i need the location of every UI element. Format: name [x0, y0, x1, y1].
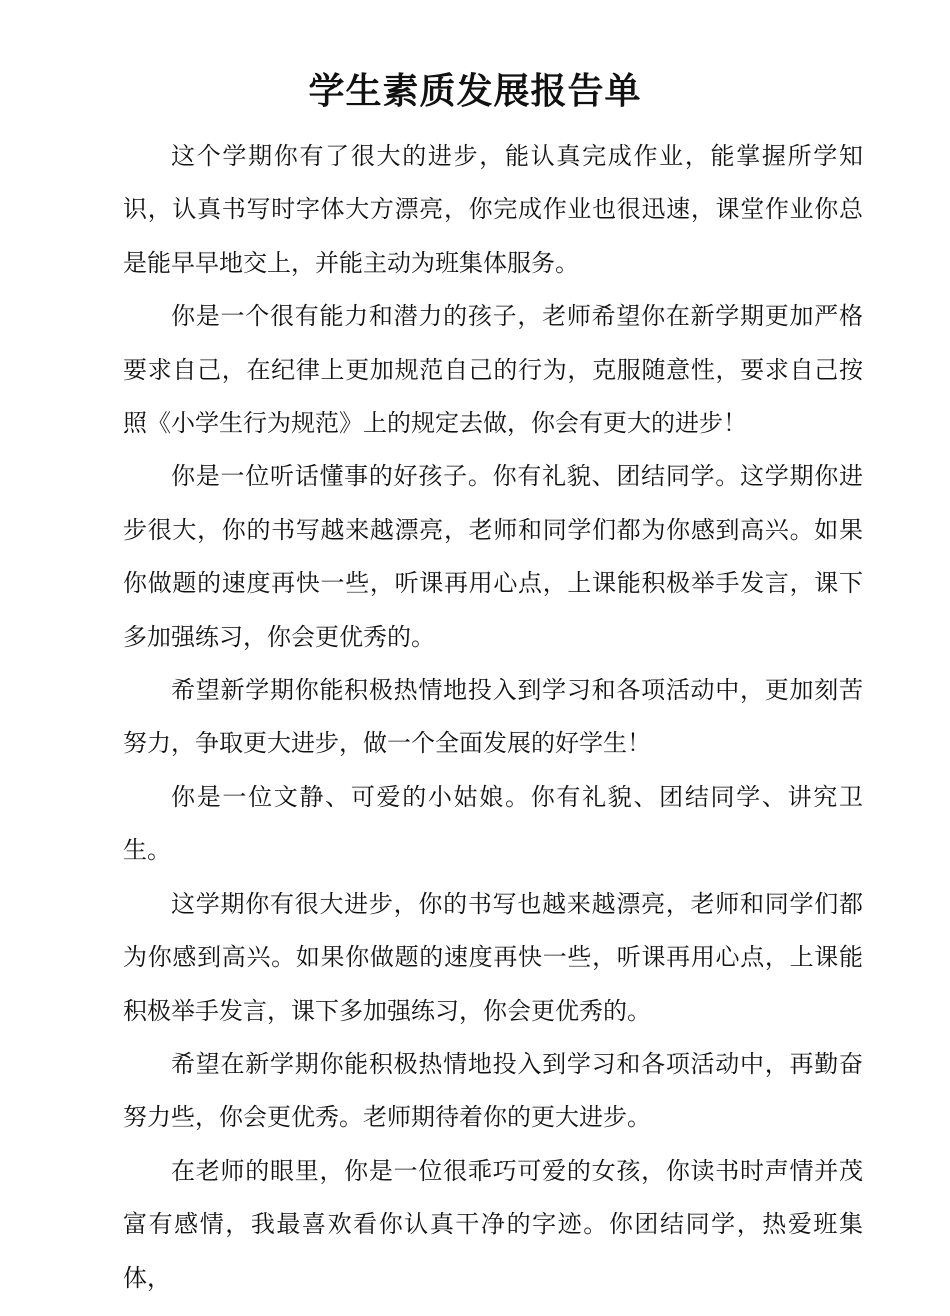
document-title: 学生素质发展报告单 [308, 70, 642, 112]
document-body [123, 130, 863, 1305]
paragraph-2: 你是一个很有能力和潜力的孩子，老师希望你在新学期更加严格要求自己，在纪律上更加规范自己的行为，克服随意性，要求自己按照《小学生行为规范》上的规定去做，你会有更大的进步！ [123, 302, 863, 438]
paragraph-1: 这个学期你有了很大的进步，能认真完成作业，能掌握所学知识，认真书写时字体大方漂亮，你完成作业也很迅速，课堂作业你总是能早早地交上，并能主动为班集体服务。 [123, 142, 863, 277]
paragraph-4: 希望新学期你能积极热情地投入到学习和各项活动中，更加刻苦努力，争取更大进步，做一个全面发展的好学生！ [123, 676, 863, 758]
paragraph-5: 你是一位文静、可爱的小姑娘。你有礼貌、团结同学、讲究卫生。 [123, 782, 863, 865]
paragraph-7: 希望在新学期你能积极热情地投入到学习和各项活动中，再勤奋努力些，你会更优秀。老师期待着你的更大进步。 [123, 1049, 863, 1132]
paragraph-3: 你是一位听话懂事的好孩子。你有礼貌、团结同学。这学期你进步很大，你的书写越来越漂亮，老师和同学们都为你感到高兴。如果你做题的速度再快一些，听课再用心点，上课能积极举手发言，课下多加强练习，你会更优秀的。 [123, 462, 863, 651]
paragraph-6: 这学期你有很大进步，你的书写也越来越漂亮，老师和同学们都为你感到高兴。如果你做题的速度再快一些，听课再用心点，上课能积极举手发言，课下多加强练习，你会更优秀的。 [123, 889, 863, 1025]
paragraph-8: 在老师的眼里，你是一位很乖巧可爱的女孩，你读书时声情并茂富有感情，我最喜欢看你认真干净的字迹。你团结同学，热爱班集体， [123, 1156, 863, 1292]
